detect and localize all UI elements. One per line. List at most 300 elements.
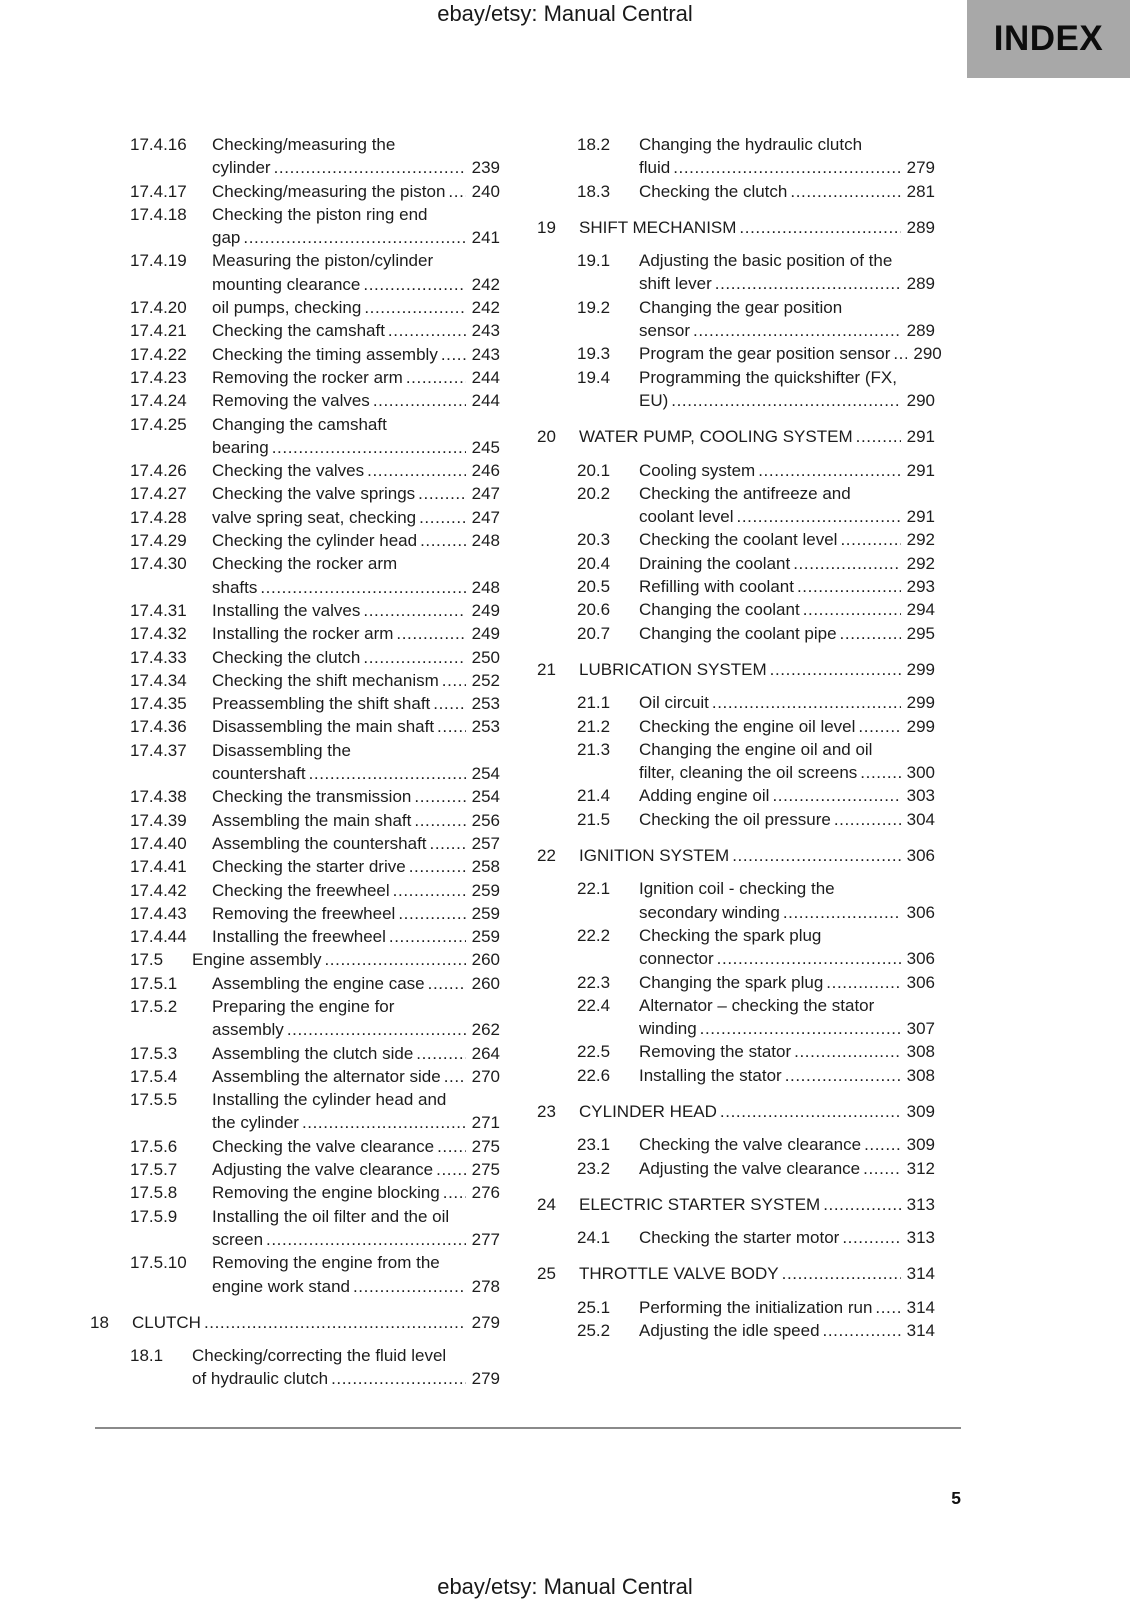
toc-entry-title-line: Checking the starter drive [212, 857, 406, 877]
toc-entry-title-line: Engine assembly [192, 950, 322, 970]
toc-entry [90, 785, 500, 808]
dot-leader [739, 216, 900, 239]
toc-entry-number: 18.3 [577, 181, 611, 201]
toc-entry-page: 306 [906, 902, 935, 922]
toc-entry-page: 289 [906, 217, 935, 237]
toc-entry-title-line: Assembling the alternator side [212, 1066, 441, 1086]
toc-entry-title-line: Checking the coolant level [639, 530, 838, 550]
toc-entry-title-line: Checking the clutch [212, 647, 361, 667]
dot-leader [875, 1296, 900, 1319]
dot-leader [443, 1181, 466, 1204]
dot-leader [793, 552, 900, 575]
toc-entry-title-line: connector [639, 949, 714, 969]
toc-entry-page: 242 [471, 298, 500, 318]
dot-leader [331, 1367, 466, 1390]
dot-leader [772, 784, 900, 807]
toc-entry-number: 17.4.33 [130, 647, 187, 667]
toc-entry [537, 924, 935, 971]
toc-entry [90, 948, 500, 971]
toc-entry-title-line: Checking/measuring the [212, 135, 396, 154]
toc-entry [537, 1100, 935, 1123]
toc-entry [90, 343, 500, 366]
toc-entry-page: 289 [906, 274, 935, 294]
toc-entry-title-line: shafts [212, 577, 258, 597]
toc-entry-title-line: Changing the hydraulic clutch [639, 135, 863, 154]
toc-entry-title-line: IGNITION SYSTEM [579, 846, 730, 866]
toc-entry-number: 17.4.38 [130, 787, 187, 807]
toc-entry-number: 17.4.39 [130, 810, 187, 830]
toc-entry-number: 17.5.2 [130, 996, 178, 1016]
index-tab-label: INDEX [993, 19, 1104, 59]
toc-entry [90, 552, 500, 599]
toc-entry [90, 902, 500, 925]
toc-entry-title-line: Checking the antifreeze and [639, 483, 851, 503]
toc-entry-title-line: Removing the engine from the [212, 1253, 440, 1273]
toc-entry-page: 306 [906, 846, 935, 866]
toc-entry [537, 622, 935, 645]
toc-entry-number: 19 [537, 217, 556, 237]
toc-entry-number: 20.2 [577, 483, 611, 503]
dot-leader [428, 972, 466, 995]
toc-entry [90, 879, 500, 902]
dot-leader [204, 1311, 466, 1334]
toc-entry-title-line: Changing the engine oil and oil [639, 739, 873, 759]
toc-entry [90, 739, 500, 786]
toc-entry-title-line: Oil circuit [639, 693, 709, 713]
toc-entry-page: 254 [471, 764, 500, 784]
toc-entry-title-line: Alternator – checking the stator [639, 995, 875, 1015]
toc-entry-number: 21.4 [577, 786, 611, 806]
dot-leader [430, 832, 466, 855]
toc-entry-title-line: Checking/measuring the piston [212, 181, 446, 201]
toc-entry-number: 22.1 [577, 879, 611, 899]
toc-entry-number: 23.1 [577, 1135, 611, 1155]
toc-entry [90, 1205, 500, 1252]
toc-entry-number: 23.2 [577, 1158, 611, 1178]
toc-entry-title-line: Program the gear position sensor [639, 344, 891, 364]
toc-entry-title-line: Checking the valves [212, 461, 365, 481]
footer-divider-rule [95, 1427, 961, 1429]
toc-entry-title-line: Measuring the piston/cylinder [212, 251, 434, 271]
toc-entry [90, 366, 500, 389]
toc-entry-title-line: Checking the valve clearance [212, 1136, 435, 1156]
dot-leader [406, 366, 466, 389]
toc-entry-number: 17.5.6 [130, 1136, 178, 1156]
toc-entry-number: 19.3 [577, 344, 611, 364]
toc-entry [537, 658, 935, 681]
toc-entry [90, 413, 500, 460]
toc-entry-title-line: EU) [639, 390, 669, 410]
toc-entry-page: 292 [906, 530, 935, 550]
toc-entry-number: 17.5.4 [130, 1066, 178, 1086]
toc-entry [90, 669, 500, 692]
table-of-contents [90, 133, 942, 1391]
toc-entry-number: 17.4.26 [130, 461, 187, 481]
toc-entry-number: 17.4.44 [130, 927, 187, 947]
dot-leader [717, 947, 901, 970]
toc-entry [537, 598, 935, 621]
toc-entry-title-line: Checking the starter motor [639, 1228, 840, 1248]
toc-entry-title-line: Changing the coolant pipe [639, 623, 837, 643]
toc-entry-number: 17.4.43 [130, 903, 187, 923]
toc-entry-page: 254 [471, 787, 500, 807]
toc-entry [90, 203, 500, 250]
dot-leader [418, 482, 465, 505]
toc-entry-page: 314 [906, 1264, 935, 1284]
toc-entry [537, 877, 935, 924]
toc-entry-number: 20 [537, 427, 556, 447]
toc-entry-number: 17.4.18 [130, 204, 187, 224]
toc-entry [537, 1193, 935, 1216]
dot-leader [700, 1017, 901, 1040]
toc-entry-title-line: Checking the valve springs [212, 484, 416, 504]
dot-leader [860, 761, 900, 784]
toc-entry-page: 308 [906, 1042, 935, 1062]
toc-entry [537, 296, 935, 343]
toc-entry [537, 715, 935, 738]
toc-entry-page: 278 [471, 1276, 500, 1296]
toc-entry-title-line: Assembling the clutch side [212, 1043, 414, 1063]
dot-leader [302, 1111, 466, 1134]
toc-entry [537, 528, 935, 551]
toc-entry [537, 691, 935, 714]
toc-entry-title-line: Checking the oil pressure [639, 809, 831, 829]
toc-entry-title-line: Changing the gear position [639, 297, 843, 317]
toc-entry-page: 291 [906, 507, 935, 527]
toc-entry-page: 240 [471, 181, 500, 201]
dot-leader [673, 156, 900, 179]
toc-entry-page: 314 [906, 1321, 935, 1341]
toc-entry-page: 281 [906, 181, 935, 201]
toc-entry [90, 389, 500, 412]
toc-entry-title-line: valve spring seat, checking [212, 507, 417, 527]
toc-entry-number: 19.2 [577, 297, 611, 317]
toc-entry-title-line: Checking the valve clearance [639, 1135, 862, 1155]
dot-leader [363, 599, 465, 622]
toc-entry-page: 309 [906, 1101, 935, 1121]
toc-entry-page: 260 [471, 950, 500, 970]
dot-leader [393, 879, 466, 902]
toc-entry-number: 17.5.3 [130, 1043, 178, 1063]
toc-entry [537, 1319, 935, 1342]
dot-leader [364, 296, 465, 319]
toc-entry-title-line: Disassembling the [212, 740, 351, 760]
toc-entry-page: 257 [471, 833, 500, 853]
dot-leader [671, 389, 900, 412]
toc-entry-title-line: sensor [639, 321, 691, 341]
toc-entry-number: 17.4.34 [130, 670, 187, 690]
toc-entry-page: 289 [906, 321, 935, 341]
toc-entry-title-line: Installing the rocker arm [212, 624, 394, 644]
toc-entry-title-line: filter, cleaning the oil screens [639, 763, 858, 783]
toc-entry-page: 306 [906, 972, 935, 992]
toc-entry-number: 17.4.41 [130, 857, 187, 877]
toc-entry-title-line: Checking the rocker arm [212, 554, 398, 574]
toc-entry-number: 17.4.28 [130, 507, 187, 527]
toc-entry-number: 17.5.7 [130, 1160, 178, 1180]
toc-entry-page: 303 [906, 786, 935, 806]
toc-entry-title-line: cylinder [212, 158, 271, 178]
toc-entry-number: 17.4.19 [130, 251, 187, 271]
toc-entry [537, 1157, 935, 1180]
toc-entry-number: 24.1 [577, 1228, 611, 1248]
toc-entry [537, 738, 935, 785]
toc-entry-title-line: Checking the spark plug [639, 925, 822, 945]
dot-leader [441, 343, 466, 366]
toc-entry-title-line: Installing the cylinder head and [212, 1090, 447, 1110]
toc-entry [537, 482, 935, 529]
toc-entry-title-line: Removing the freewheel [212, 903, 396, 923]
toc-entry-page: 259 [471, 880, 500, 900]
toc-entry-page: 277 [471, 1229, 500, 1249]
toc-entry-number: 17.5.8 [130, 1183, 178, 1203]
toc-entry [537, 180, 935, 203]
toc-entry-number: 18.2 [577, 135, 611, 154]
toc-right-column [537, 133, 942, 1391]
dot-leader [783, 901, 901, 924]
toc-entry [537, 552, 935, 575]
toc-entry [537, 249, 935, 296]
toc-entry-number: 22.6 [577, 1065, 611, 1085]
toc-entry-page: 244 [471, 391, 500, 411]
toc-entry-title-line: Checking the freewheel [212, 880, 390, 900]
toc-entry-page: 256 [471, 810, 500, 830]
toc-entry [537, 784, 935, 807]
toc-entry-number: 17.4.32 [130, 624, 187, 644]
toc-entry-title-line: Checking the clutch [639, 181, 788, 201]
toc-entry-title-line: Removing the valves [212, 391, 370, 411]
dot-leader [363, 646, 465, 669]
dot-leader [842, 1226, 900, 1249]
dot-leader [790, 180, 900, 203]
dot-leader [803, 598, 901, 621]
toc-entry-number: 21.2 [577, 716, 611, 736]
toc-entry-page: 290 [906, 390, 935, 410]
toc-entry-number: 17.4.25 [130, 414, 187, 434]
dot-leader [260, 576, 465, 599]
dot-leader [396, 622, 465, 645]
toc-entry-title-line: bearing [212, 437, 269, 457]
page-number: 5 [951, 1488, 961, 1508]
toc-entry-number: 18.1 [130, 1346, 164, 1366]
toc-entry-title-line: Checking the transmission [212, 787, 412, 807]
toc-entry-number: 21.3 [577, 739, 611, 759]
dot-leader [826, 971, 900, 994]
toc-entry-page: 293 [906, 577, 935, 597]
toc-entry-title-line: Checking the cylinder head [212, 531, 418, 551]
toc-entry-number: 19.1 [577, 251, 611, 271]
toc-entry-title-line: Ignition coil - checking the [639, 879, 835, 899]
dot-leader [389, 925, 466, 948]
toc-entry-number: 23 [537, 1101, 556, 1121]
toc-entry-number: 17.4.23 [130, 367, 187, 387]
toc-entry-number: 17.5 [130, 950, 164, 970]
toc-entry-number: 25.1 [577, 1297, 611, 1317]
dot-leader [409, 855, 466, 878]
toc-entry-number: 19.4 [577, 367, 611, 387]
dot-leader [420, 529, 466, 552]
toc-entry [537, 575, 935, 598]
toc-entry-page: 308 [906, 1065, 935, 1085]
toc-entry [90, 832, 500, 855]
toc-entry-number: 22.5 [577, 1042, 611, 1062]
toc-entry-page: 241 [471, 228, 500, 248]
dot-leader [770, 658, 901, 681]
dot-leader [274, 156, 466, 179]
toc-left-column [90, 133, 500, 1391]
toc-entry [90, 925, 500, 948]
page-header-title: ebay/etsy: Manual Central [437, 1, 693, 26]
toc-entry [90, 1251, 500, 1298]
toc-entry-number: 18 [90, 1312, 109, 1332]
toc-entry-page: 276 [471, 1183, 500, 1203]
toc-entry [537, 342, 942, 365]
toc-entry-title-line: Checking the shift mechanism [212, 670, 439, 690]
toc-entry-title-line: CLUTCH [132, 1312, 201, 1332]
toc-entry-page: 262 [471, 1020, 500, 1040]
dot-leader [266, 1228, 466, 1251]
dot-leader [414, 785, 465, 808]
toc-entry-number: 20.4 [577, 553, 611, 573]
toc-entry [90, 506, 500, 529]
dot-leader [373, 389, 466, 412]
toc-entry-number: 17.4.21 [130, 321, 187, 341]
toc-entry [90, 1088, 500, 1135]
toc-entry-number: 17.4.30 [130, 554, 187, 574]
toc-entry [537, 1040, 935, 1063]
dot-leader [693, 319, 901, 342]
toc-entry-title-line: WATER PUMP, COOLING SYSTEM [579, 427, 853, 447]
toc-entry-page: 247 [471, 507, 500, 527]
dot-leader [388, 319, 466, 342]
toc-entry-number: 17.5.5 [130, 1090, 178, 1110]
toc-entry-page: 243 [471, 344, 500, 364]
toc-entry [90, 995, 500, 1042]
toc-entry-page: 270 [471, 1066, 500, 1086]
toc-entry-page: 295 [906, 623, 935, 643]
toc-entry-title-line: Programming the quickshifter (FX, [639, 367, 897, 387]
dot-leader [437, 715, 466, 738]
toc-entry [90, 1158, 500, 1181]
toc-entry-title-line: winding [639, 1019, 697, 1039]
toc-entry [537, 1133, 935, 1156]
toc-entry [90, 249, 500, 296]
toc-entry [90, 1311, 500, 1334]
toc-entry-title-line: gap [212, 228, 241, 248]
toc-entry-title-line: Adjusting the valve clearance [639, 1158, 861, 1178]
toc-entry-title-line: Changing the coolant [639, 600, 800, 620]
toc-entry [90, 459, 500, 482]
dot-leader [782, 1262, 901, 1285]
toc-entry-page: 249 [471, 624, 500, 644]
toc-entry-number: 20.7 [577, 623, 611, 643]
dot-leader [823, 1319, 901, 1342]
dot-leader [324, 948, 465, 971]
dot-leader [712, 691, 901, 714]
toc-entry-title-line: Installing the freewheel [212, 927, 386, 947]
toc-entry-number: 21 [537, 659, 556, 679]
toc-entry-title-line: Assembling the engine case [212, 973, 425, 993]
toc-entry-title-line: Checking/correcting the fluid level [192, 1346, 447, 1366]
toc-entry [90, 296, 500, 319]
toc-entry-title-line: Adding engine oil [639, 786, 770, 806]
dot-leader [893, 342, 907, 365]
dot-leader [840, 528, 900, 551]
dot-leader [419, 506, 466, 529]
dot-leader [272, 436, 466, 459]
toc-entry-title-line: Installing the oil filter and the oil [212, 1206, 450, 1226]
toc-entry-number: 17.4.42 [130, 880, 187, 900]
dot-leader [863, 1157, 900, 1180]
page-footer-title: ebay/etsy: Manual Central [437, 1574, 693, 1599]
toc-entry-number: 17.4.36 [130, 717, 187, 737]
toc-entry-title-line: screen [212, 1229, 264, 1249]
toc-entry-page: 244 [471, 367, 500, 387]
toc-entry-page: 259 [471, 927, 500, 947]
dot-leader [444, 1065, 466, 1088]
dot-leader [720, 1100, 901, 1123]
toc-entry [90, 646, 500, 669]
toc-entry [90, 1135, 500, 1158]
toc-entry-title-line: Assembling the countershaft [212, 833, 427, 853]
toc-entry-number: 21.5 [577, 809, 611, 829]
dot-leader [794, 1040, 900, 1063]
toc-entry-page: 312 [906, 1158, 935, 1178]
toc-entry-page: 264 [471, 1043, 500, 1063]
toc-entry [90, 692, 500, 715]
toc-entry-page: 291 [906, 427, 935, 447]
dot-leader [823, 1193, 900, 1216]
toc-entry-number: 22.2 [577, 925, 611, 945]
toc-entry [90, 482, 500, 505]
dot-leader [732, 844, 900, 867]
toc-entry-title-line: Checking the engine oil level [639, 716, 856, 736]
toc-entry-title-line: Installing the valves [212, 600, 361, 620]
toc-entry-page: 309 [906, 1135, 935, 1155]
toc-entry-title-line: SHIFT MECHANISM [579, 217, 737, 237]
toc-entry [90, 133, 500, 180]
toc-entry-page: 300 [906, 763, 935, 783]
toc-entry [90, 180, 500, 203]
toc-entry-title-line: Changing the camshaft [212, 414, 387, 434]
toc-entry-title-line: Removing the engine blocking [212, 1183, 440, 1203]
dot-leader [353, 1275, 466, 1298]
toc-entry-title-line: secondary winding [639, 902, 780, 922]
toc-entry [90, 809, 500, 832]
toc-entry [537, 1296, 935, 1319]
toc-entry-title-line: fluid [639, 158, 671, 178]
toc-entry-page: 258 [471, 857, 500, 877]
toc-entry [537, 133, 935, 180]
toc-entry-number: 17.4.16 [130, 135, 187, 154]
toc-entry-page: 249 [471, 600, 500, 620]
toc-entry-title-line: ELECTRIC STARTER SYSTEM [579, 1194, 821, 1214]
toc-entry [537, 971, 935, 994]
toc-entry-title-line: coolant level [639, 507, 734, 527]
toc-entry-page: 253 [471, 694, 500, 714]
toc-entry-page: 306 [906, 949, 935, 969]
toc-entry-title-line: of hydraulic clutch [192, 1369, 329, 1389]
toc-entry-number: 25 [537, 1264, 556, 1284]
toc-entry-number: 17.4.31 [130, 600, 187, 620]
dot-leader [834, 808, 901, 831]
toc-entry-page: 252 [471, 670, 500, 690]
toc-entry-number: 22.4 [577, 995, 611, 1015]
toc-entry [537, 1226, 935, 1249]
toc-entry-title-line: shift lever [639, 274, 712, 294]
dot-leader [715, 272, 901, 295]
toc-entry-number: 24 [537, 1194, 556, 1214]
